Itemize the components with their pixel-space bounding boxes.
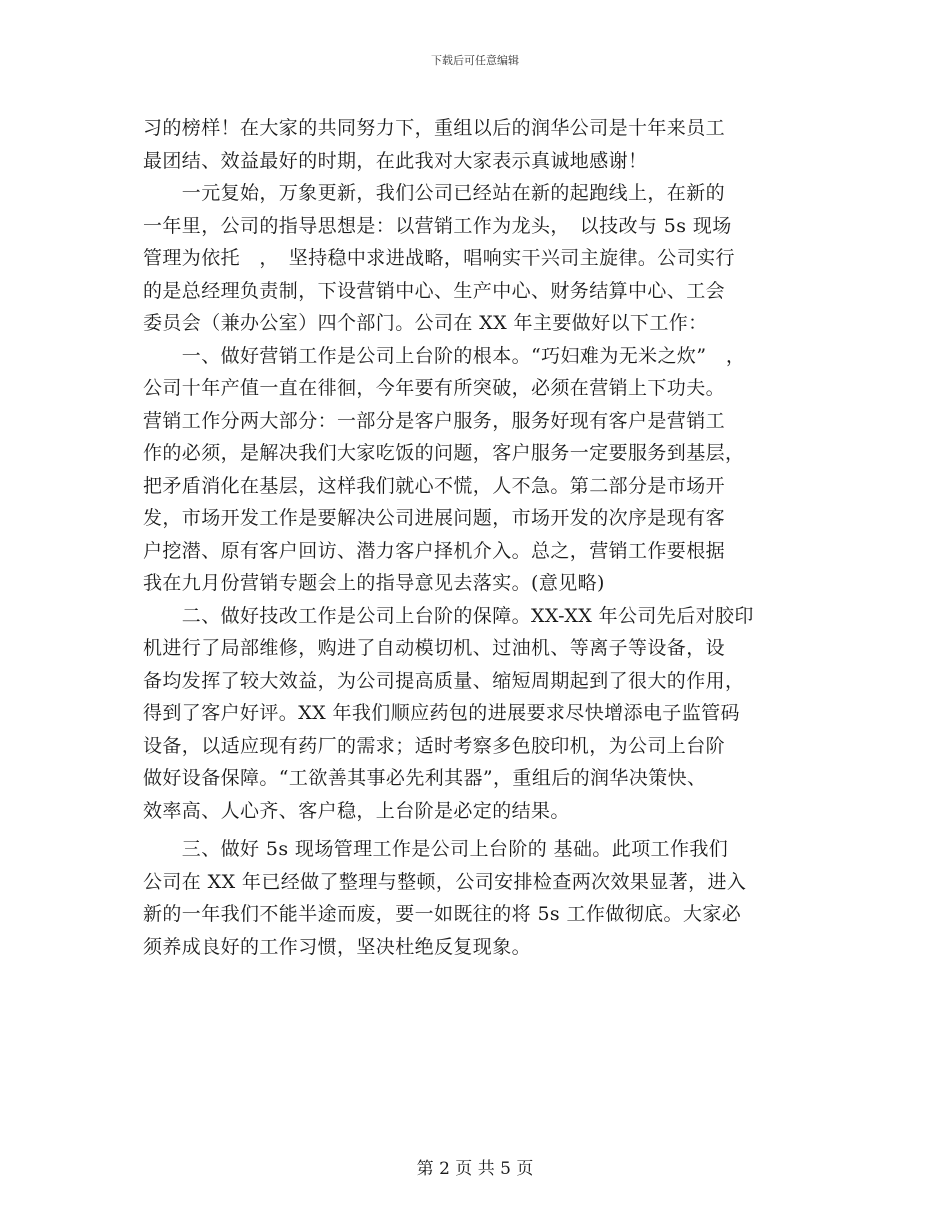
text-line: 二、做好技改工作是公司上台阶的保障。XX-XX 年公司先后对胶印 [143, 604, 754, 627]
text-line: 公司十年产值一直在徘徊，今年要有所突破，必须在营销上下功夫。 [143, 377, 726, 399]
text-line: 得到了客户好评。XX 年我们顺应药包的进展要求尽快增添电子监管码 [143, 702, 740, 724]
page-number: 第 2 页 共 5 页 [416, 1159, 534, 1179]
text-line: 发，市场开发工作是要解决公司进展问题，市场开发的次序是现有客 [143, 507, 726, 529]
text-line: 最团结、效益最好的时期，在此我对大家表示真诚地感谢！ [143, 149, 648, 172]
text-line: 效率高、人心齐、客户稳，上台阶是必定的结果。 [143, 799, 570, 822]
text-line: 一、做好营销工作是公司上台阶的根本。“巧妇难为无米之炊” ， [143, 344, 746, 367]
text-line: 委员会（兼办公室）四个部门。公司在 XX 年主要做好以下工作： [143, 312, 708, 334]
text-line: 备均发挥了较大效益，为公司提高质量、缩短周期起到了很大的作用， [143, 669, 745, 692]
text-line: 习的榜样！在大家的共同努力下，重组以后的润华公司是十年来员工 [143, 117, 726, 139]
page-header: 下载后可任意编辑 [431, 54, 519, 67]
text-line: 一元复始，万象更新，我们公司已经站在新的起跑线上，在新的 [143, 182, 726, 204]
text-line: 营销工作分两大部分：一部分是客户服务，服务好现有客户是营销工 [143, 409, 726, 432]
text-line: 我在九月份营销专题会上的指导意见去落实。(意见略) [143, 572, 605, 594]
text-line: 一年里，公司的指导思想是：以营销工作为龙头， 以技改与 5s 现场 [143, 214, 732, 237]
text-line: 三、做好 5s 现场管理工作是公司上台阶的 基础。此项工作我们 [143, 838, 729, 860]
text-line: 公司在 XX 年已经做了整理与整顿，公司安排检查两次效果显著，进入 [143, 870, 747, 893]
text-line: 须养成良好的工作习惯，坚决杜绝反复现象。 [143, 935, 532, 958]
text-line: 设备，以适应现有药厂的需求；适时考察多色胶印机，为公司上台阶 [143, 734, 726, 757]
text-line: 把矛盾消化在基层，这样我们就心不慌，人不急。第二部分是市场开 [143, 474, 726, 497]
document-body [143, 112, 803, 963]
text-line: 机进行了局部维修，购进了自动模切机、过油机、等离子等设备，设 [143, 637, 726, 659]
text-line: 的是总经理负责制，下设营销中心、生产中心、财务结算中心、工会 [143, 279, 726, 302]
text-line: 做好设备保障。“工欲善其事必先利其器”，重组后的润华决策快、 [143, 767, 707, 789]
text-line: 新的一年我们不能半途而废，要一如既往的将 5s 工作做彻底。大家必 [143, 903, 742, 925]
text-line: 作的必须，是解决我们大家吃饭的问题，客户服务一定要服务到基层， [143, 442, 745, 464]
text-line: 管理为依托 ， 坚持稳中求进战略，唱响实干兴司主旋律。公司实行 [143, 247, 735, 269]
text-line: 户挖潜、原有客户回访、潜力客户择机介入。总之，营销工作要根据 [143, 539, 726, 562]
